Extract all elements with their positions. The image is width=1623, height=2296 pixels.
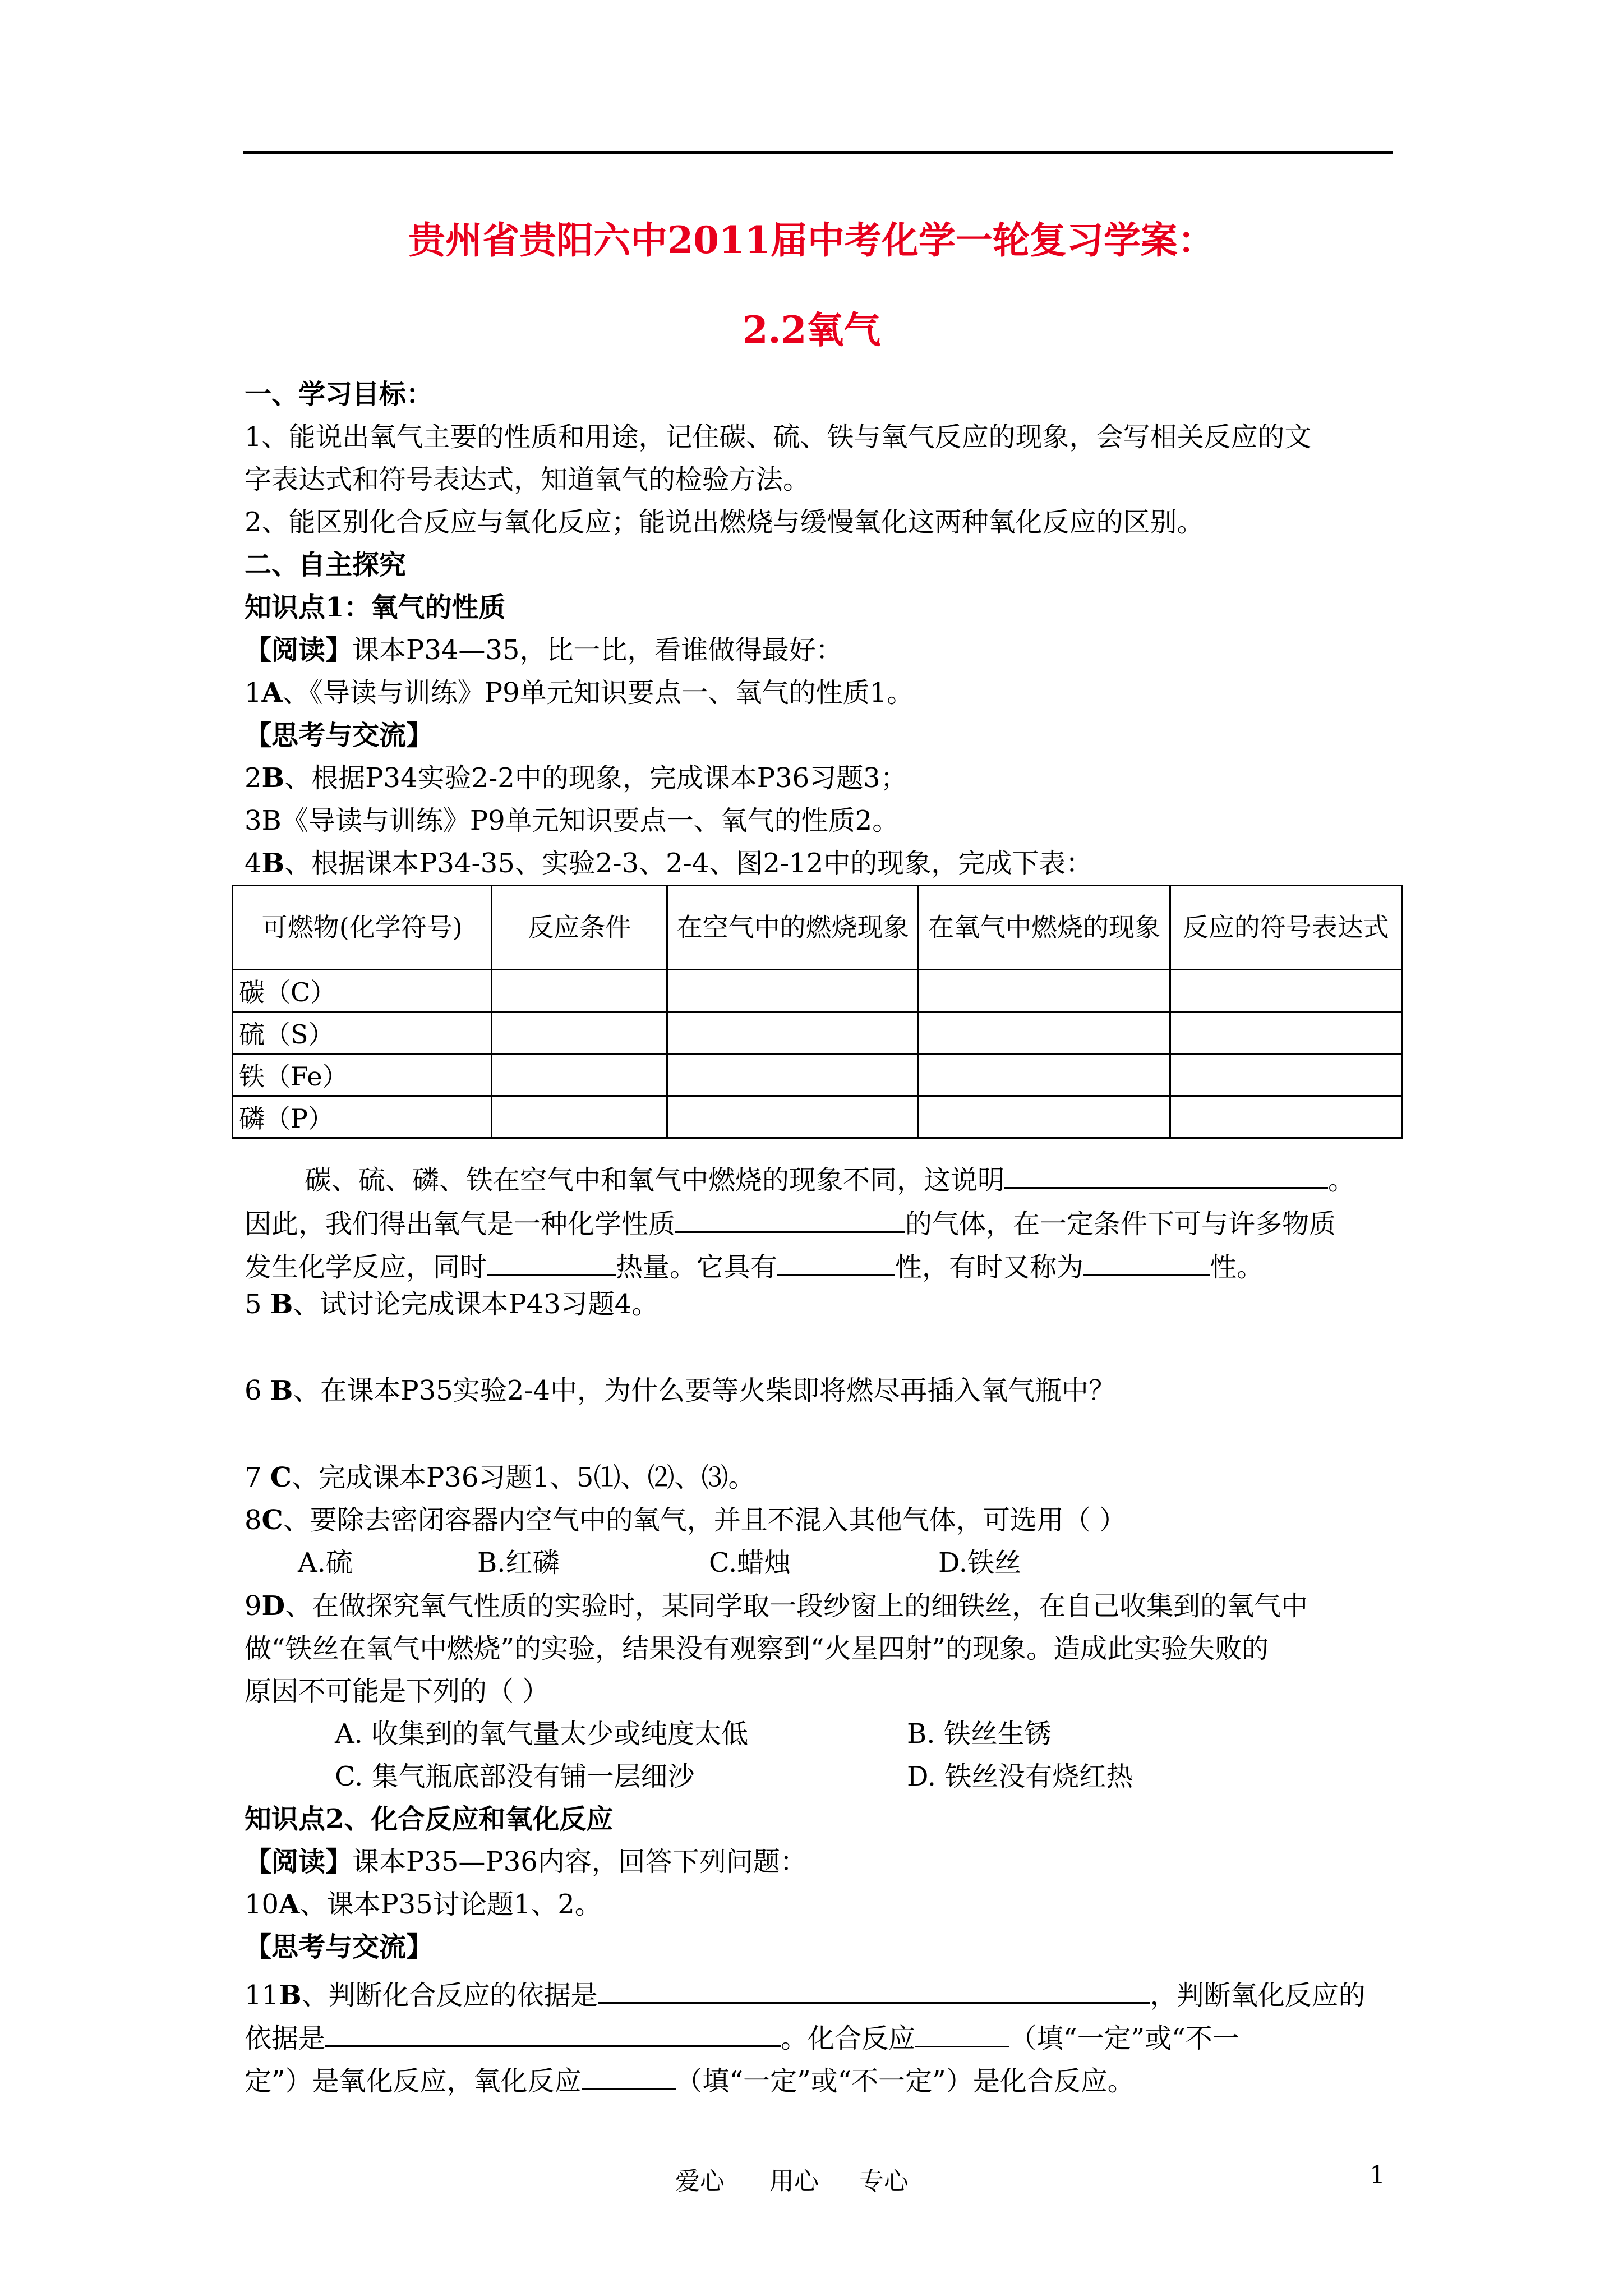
row-label: 磷（P）	[233, 1096, 492, 1138]
fill-text: 热量。它具有	[616, 1251, 778, 1283]
question-6	[245, 1375, 1115, 1406]
q8-option-a[interactable]: A.硫	[298, 1547, 353, 1579]
answer-cell[interactable]	[1170, 970, 1401, 1012]
question-10	[245, 1889, 602, 1920]
row-label: 碳（C）	[233, 970, 492, 1012]
question-level: A	[261, 677, 283, 708]
goal-1-line-1: 1、能说出氧气主要的性质和用途，记住碳、硫、铁与氧气反应的现象，会写相关反应的文	[245, 421, 1312, 453]
question-text: ，判断氧化反应的	[1150, 1980, 1366, 2011]
answer-cell[interactable]	[919, 970, 1170, 1012]
question-number: 1	[245, 677, 262, 708]
question-number: 6	[245, 1375, 270, 1406]
section-heading-explore: 二、自主探究	[245, 549, 407, 581]
question-level: B	[261, 848, 285, 879]
question-number: 10	[245, 1889, 279, 1920]
question-number: 2	[245, 762, 262, 794]
question-number: 11	[245, 1980, 279, 2011]
page-title: 贵州省贵阳六中2011届中考化学一轮复习学案：	[408, 218, 1215, 262]
table-header-row	[233, 886, 1402, 970]
answer-blank[interactable]	[487, 1247, 616, 1276]
header-rule	[243, 151, 1393, 154]
question-9-line-3: 原因不可能是下列的（ ）	[245, 1676, 550, 1707]
q9-option-d[interactable]: D. 铁丝没有烧红热	[907, 1761, 1133, 1792]
knowledge-point-1: 知识点1：氧气的性质	[245, 592, 506, 623]
answer-cell[interactable]	[667, 970, 919, 1012]
question-text: 、完成课本P36习题1、5⑴、⑵、⑶。	[292, 1462, 755, 1493]
answer-cell[interactable]	[667, 1012, 919, 1054]
question-11-line-2	[245, 2018, 1239, 2054]
question-level: A	[279, 1889, 300, 1920]
row-label: 铁（Fe）	[233, 1054, 492, 1096]
question-text: 、判断化合反应的依据是	[301, 1980, 598, 2011]
header-cell-expression: 反应的符号表达式	[1170, 886, 1401, 970]
answer-cell[interactable]	[1170, 1012, 1401, 1054]
answer-blank[interactable]	[1083, 1247, 1210, 1276]
question-5	[245, 1289, 658, 1320]
question-level: C	[270, 1462, 292, 1493]
answer-cell[interactable]	[492, 1096, 667, 1138]
question-number: 9	[245, 1590, 262, 1622]
goal-2: 2、能区别化合反应与氧化反应；能说出燃烧与缓慢氧化这两种氧化反应的区别。	[245, 507, 1204, 538]
fill-blank-line-2	[245, 1204, 1336, 1240]
table-row	[233, 1096, 1402, 1138]
fill-blank-line-3	[245, 1247, 1264, 1283]
question-number: 8	[245, 1504, 262, 1536]
question-text: （填“一定”或“不一	[1009, 2023, 1239, 2054]
header-cell-combustible: 可燃物(化学符号)	[233, 886, 492, 970]
knowledge-point-2: 知识点2、化合反应和氧化反应	[245, 1803, 614, 1835]
think-heading-2: 【思考与交流】	[245, 1931, 434, 1963]
answer-cell[interactable]	[919, 1054, 1170, 1096]
fill-text: 性，有时又称为	[895, 1251, 1084, 1283]
question-text: 、在课本P35实验2-4中，为什么要等火柴即将燃尽再插入氧气瓶中？	[293, 1375, 1116, 1406]
think-heading-1: 【思考与交流】	[245, 720, 434, 751]
answer-cell[interactable]	[492, 970, 667, 1012]
footer-motto-1: 爱心	[675, 2167, 725, 2196]
question-level: B	[270, 1289, 293, 1320]
answer-cell[interactable]	[1170, 1096, 1401, 1138]
q8-option-b[interactable]: B.红磷	[477, 1547, 560, 1579]
question-2	[245, 763, 907, 794]
question-level: B	[279, 1980, 302, 2011]
reading-1	[245, 635, 842, 666]
question-text: 、课本P35讨论题1、2。	[299, 1889, 602, 1920]
header-cell-air: 在空气中的燃烧现象	[667, 886, 919, 970]
table-row	[233, 1012, 1402, 1054]
question-level: D	[261, 1590, 285, 1622]
footer-motto-2: 用心	[769, 2167, 819, 2196]
q8-option-c[interactable]: C.蜡烛	[709, 1547, 791, 1579]
page-number: 1	[1370, 2161, 1385, 2189]
fill-text: 的气体，在一定条件下可与许多物质	[905, 1208, 1336, 1240]
reading-text: 课本P35—P36内容，回答下列问题：	[352, 1846, 807, 1878]
question-level: B	[261, 762, 285, 794]
q9-option-a[interactable]: A. 收集到的氧气量太少或纯度太低	[335, 1718, 749, 1750]
question-text: 、试讨论完成课本P43习题4。	[293, 1289, 659, 1320]
answer-blank[interactable]	[915, 2019, 1009, 2047]
answer-blank[interactable]	[777, 1247, 895, 1276]
answer-cell[interactable]	[919, 1012, 1170, 1054]
reading-tag: 【阅读】	[245, 1846, 353, 1878]
page-subtitle: 2.2氧气	[742, 308, 881, 352]
answer-cell[interactable]	[919, 1096, 1170, 1138]
answer-cell[interactable]	[1170, 1054, 1401, 1096]
question-text: 、在做探究氧气性质的实验时，某同学取一段纱窗上的细铁丝，在自己收集到的氧气中	[285, 1590, 1308, 1622]
question-text: 定”）是氧化反应，氧化反应	[245, 2065, 582, 2097]
answer-blank[interactable]	[675, 1204, 905, 1233]
fill-text: 碳、硫、磷、铁在空气中和氧气中燃烧的现象不同，这说明	[305, 1165, 1005, 1196]
question-number: 4	[245, 848, 262, 879]
question-number: 5	[245, 1289, 270, 1320]
question-text: （填“一定”或“不一定”）是化合反应。	[675, 2065, 1135, 2097]
question-text: 、根据课本P34-35、实验2-3、2-4、图2-12中的现象，完成下表：	[284, 848, 1093, 879]
question-8	[245, 1505, 1126, 1536]
question-9	[245, 1591, 1308, 1622]
fill-text: 因此，我们得出氧气是一种化学性质	[245, 1208, 676, 1240]
answer-cell[interactable]	[492, 1012, 667, 1054]
answer-blank[interactable]	[598, 1975, 1150, 2004]
question-9-line-2: 做“铁丝在氧气中燃烧”的实验，结果没有观察到“火星四射”的现象。造成此实验失败的	[245, 1633, 1269, 1664]
header-cell-oxygen: 在氧气中燃烧的现象	[919, 886, 1170, 970]
question-1	[245, 678, 914, 708]
question-7	[245, 1462, 755, 1493]
reading-tag: 【阅读】	[245, 634, 353, 666]
answer-cell[interactable]	[667, 1096, 919, 1138]
question-text: 。化合反应	[781, 2023, 916, 2054]
answer-blank[interactable]	[1004, 1160, 1328, 1189]
q8-option-d[interactable]: D.铁丝	[938, 1547, 1022, 1579]
question-text: 、根据P34实验2-2中的现象，完成课本P36习题3；	[284, 762, 907, 794]
table-row	[233, 1054, 1402, 1096]
question-11-line-3	[245, 2062, 1135, 2097]
answer-cell[interactable]	[492, 1054, 667, 1096]
reading-text: 课本P34—35，比一比，看谁做得最好：	[352, 634, 843, 666]
question-3: 3B《导读与训练》P9单元知识要点一、氧气的性质2。	[245, 805, 900, 836]
question-level: C	[261, 1504, 283, 1536]
answer-cell[interactable]	[667, 1054, 919, 1096]
question-text: 、《导读与训练》P9单元知识要点一、氧气的性质1。	[282, 677, 914, 708]
question-text: 依据是	[245, 2023, 326, 2054]
row-label: 硫（S）	[233, 1012, 492, 1054]
question-11	[245, 1975, 1366, 2011]
observation-table	[232, 885, 1403, 1139]
q9-option-c[interactable]: C. 集气瓶底部没有铺一层细沙	[335, 1761, 695, 1792]
goal-1-line-2: 字表达式和符号表达式，知道氧气的检验方法。	[245, 464, 810, 495]
section-heading-goals: 一、学习目标：	[245, 379, 434, 410]
footer-motto-3: 专心	[859, 2167, 909, 2196]
question-number: 7	[245, 1462, 270, 1493]
fill-text: 性。	[1210, 1251, 1264, 1283]
question-level: B	[270, 1375, 293, 1406]
q9-option-b[interactable]: B. 铁丝生锈	[907, 1718, 1052, 1750]
answer-blank[interactable]	[582, 2062, 676, 2090]
fill-blank-line-1	[305, 1160, 1355, 1196]
reading-2	[245, 1847, 807, 1878]
header-cell-condition: 反应条件	[492, 886, 667, 970]
question-4	[245, 848, 1092, 879]
fill-text: 发生化学反应，同时	[245, 1251, 487, 1283]
table-row	[233, 970, 1402, 1012]
fill-text: 。	[1328, 1165, 1355, 1196]
question-text: 、要除去密闭容器内空气中的氧气，并且不混入其他气体，可选用（ ）	[283, 1504, 1127, 1536]
answer-blank[interactable]	[325, 2018, 781, 2047]
